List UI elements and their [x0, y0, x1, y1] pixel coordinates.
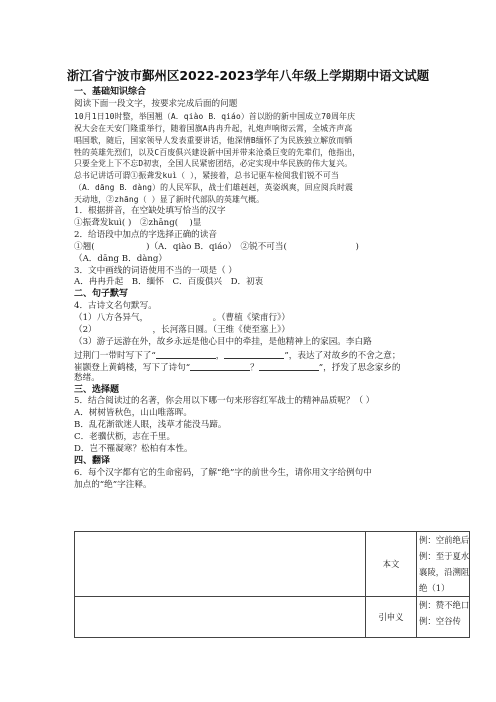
example-line: 例：赞不绝口 — [419, 600, 470, 610]
section-heading: 一、基础知识综合 — [74, 87, 147, 97]
passage-line: 10月1日10时整，举国翘（A．qiào B．qiáo）首以盼的新中国成立70周年庆 — [74, 111, 356, 121]
fill-in-line — [74, 361, 400, 374]
answer-blank[interactable] — [190, 361, 250, 371]
table-cell-label: 本文 — [366, 532, 417, 597]
text-line: 2．给语段中加点的字选择正确的读音 — [74, 229, 217, 240]
table-cell-examples — [417, 597, 470, 638]
answer-blank[interactable] — [224, 349, 284, 359]
text-span: 崔颢登上黄鹤楼，写下了诗句“ — [74, 362, 191, 373]
passage-line: 祝大会在天安门隆重举行，随着国旗A冉冉升起，礼炮声响彻云霄，全城齐声高 — [74, 123, 353, 133]
section-heading: 三、选择题 — [74, 384, 120, 395]
table-cell-label: 引申义 — [366, 597, 417, 638]
example-line: 例：至于夏水 — [419, 551, 470, 561]
passage-line: 天动地，②zhāng（ ）显了新时代部队的英雄气概。 — [74, 195, 265, 205]
text-line: （3）游子远游在外，故乡永远是他心目中的牵挂，是他精神上的家园。李白路 — [74, 336, 372, 347]
section-heading: 四、翻译 — [74, 455, 111, 466]
example-line: 例：空前绝后 — [419, 535, 470, 545]
text-line: 4．古诗文名句默写。 — [74, 301, 157, 312]
text-line: 愁绪。 — [74, 372, 100, 383]
text-line: B．乱花渐欲迷人眼，浅草才能没马蹄。 — [74, 420, 227, 431]
passage-line: 只要全党上下不忘D初衷，全国人民紧密团结，必定实现中华民族的伟大复兴。 — [74, 159, 353, 169]
text-line: A．冉冉升起 B．缅怀 C．百废俱兴 D．初衷 — [74, 277, 264, 288]
text-line: ①振聋发kuì( ) ②zhāng( )显 — [74, 217, 202, 228]
text-line: 3．文中画线的词语使用不当的一项是（ ） — [74, 265, 237, 276]
answer-blank[interactable] — [156, 349, 216, 359]
text-line: （2） ，长河落日圆。（王维《使至塞上》） — [74, 325, 291, 335]
text-line: （1）八方各异气， 。（曹植《梁甫行》） — [74, 313, 291, 324]
table-cell-blank — [75, 532, 366, 597]
passage-line: 总书记讲话可谓①振聋发kuì（ ），紧接着，总书记驱车检阅我们锐不可当 — [74, 171, 339, 181]
table-cell-blank — [75, 597, 366, 638]
text-span: ？ — [250, 362, 259, 373]
text-line: 加点的“绝”字注释。 — [74, 479, 152, 490]
answer-blank[interactable] — [259, 361, 319, 371]
example-line: 例：空谷传 — [419, 616, 461, 626]
text-line: 1．根据拼音，在空缺处填写恰当的汉字 — [74, 206, 226, 216]
passage-line: 唱国歌，随后，国家领导人发表重要讲话，他深情B缅怀了为民族独立解放而牺 — [74, 135, 353, 145]
example-line: 绝（1） — [419, 583, 450, 593]
text-line: 6．每个汉字都有它的生命密码，了解“绝”字的前世今生，请你用文字给例句中 — [74, 467, 372, 478]
text-line: 5．结合阅读过的名著，你会用以下哪一句来形容红军战士的精神品质呢？（ ） — [74, 396, 375, 407]
text-line: ①翘( )（A．qiào B．qiáo） ②锐不可当( ) — [74, 241, 359, 252]
text-line: （A．dāng B．dàng） — [74, 253, 167, 264]
page-title: 浙江省宁波市鄞州区2022-2023学年八年级上学期期中语文试题 — [66, 68, 430, 83]
text-span: 过荆门一带时写下了“ — [74, 350, 156, 361]
text-line: 阅读下面一段文字，按要求完成后面的问题 — [74, 98, 238, 109]
passage-line: 牲的英雄先烈们，以及C百废俱兴建设新中国并带来沧桑巨变的先辈们，他指出， — [74, 147, 361, 157]
text-span: ”，表达了对故乡的不舍之意； — [284, 350, 401, 361]
example-line: 襄陵，沿溯阻 — [419, 567, 470, 577]
text-line: A．树树皆秋色，山山唯落晖。 — [74, 408, 192, 419]
translation-table — [74, 531, 470, 638]
table-cell-examples — [417, 532, 470, 597]
passage-line: （A．dāng B．dàng）的人民军队，战士们雄赳赳，英姿飒爽，回应阅兵时震 — [74, 183, 354, 193]
text-span: ”，抒发了思念家乡的 — [318, 362, 401, 373]
text-span: ， — [215, 350, 225, 361]
table-row — [75, 597, 470, 638]
section-heading: 二、句子默写 — [74, 289, 129, 300]
text-line: D．岂不罹凝寒？松柏有本性。 — [74, 444, 193, 454]
table-row — [75, 532, 470, 597]
text-line: C．老骥伏枥，志在千里。 — [74, 432, 176, 443]
